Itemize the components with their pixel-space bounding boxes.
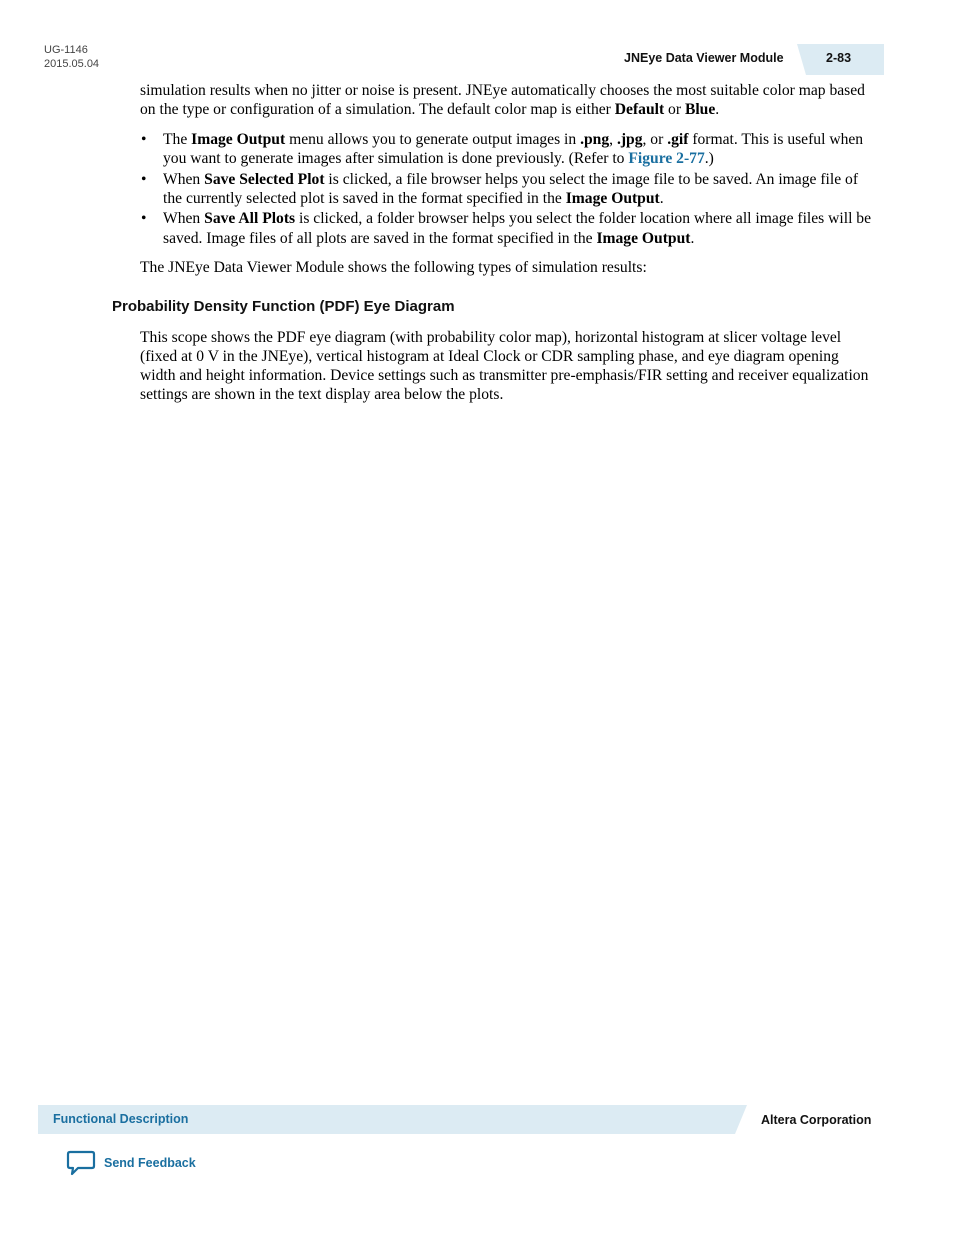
text-run: When bbox=[163, 170, 205, 188]
text-run: When bbox=[163, 210, 205, 228]
bold-term: Default bbox=[614, 101, 665, 119]
page-number: 2-83 bbox=[826, 51, 852, 65]
send-feedback-label: Send Feedback bbox=[104, 1156, 196, 1170]
paragraph-color-map bbox=[140, 81, 875, 120]
bold-term: .jpg bbox=[616, 130, 643, 148]
bold-term: Blue bbox=[684, 101, 716, 119]
bold-term: .gif bbox=[667, 130, 689, 148]
bullet-save-selected-plot bbox=[140, 170, 875, 209]
text-run: menu allows you to generate output images in bbox=[285, 130, 581, 148]
text-run: . bbox=[659, 190, 664, 208]
paragraph-pdf-eye-diagram: This scope shows the PDF eye diagram (with probability color map), horizontal histogram at slicer voltage level (fixed at 0 V in the JNEye), vertical histogram at Ideal Clock or CDR sampling phase, and eye diagram opening width and height information. Device settings such as transmitter pre-emphasis/FIR setting and receiver equalization settings are shown in the text display area below the plots. bbox=[140, 329, 869, 403]
text-run: format. This is useful when you want to generate images after simulation is done previously. (Refer to bbox=[163, 130, 864, 168]
paragraph-result-types: The JNEye Data Viewer Module shows the following types of simulation results: bbox=[140, 259, 647, 277]
speech-bubble-icon bbox=[66, 1150, 96, 1176]
text-run: The bbox=[163, 130, 192, 148]
document-id bbox=[44, 43, 99, 71]
bold-term: Save Selected Plot bbox=[204, 170, 325, 188]
doc-number: UG-1146 bbox=[44, 44, 88, 56]
text-run: . bbox=[715, 101, 720, 119]
bold-term: Save All Plots bbox=[204, 210, 296, 228]
section-heading: Probability Density Function (PDF) Eye Diagram bbox=[112, 298, 455, 315]
bullet-list bbox=[140, 130, 875, 248]
bold-term: .png bbox=[580, 130, 610, 148]
body-content bbox=[140, 81, 875, 278]
running-title: JNEye Data Viewer Module bbox=[624, 51, 784, 65]
text-run: , bbox=[609, 130, 617, 148]
text-run: or bbox=[664, 101, 685, 119]
bold-term: Image Output bbox=[191, 130, 286, 148]
footer-company: Altera Corporation bbox=[761, 1113, 872, 1127]
text-run: simulation results when no jitter or noise is present. JNEye automatically chooses the most suitable color map based on the type or configuration of a simulation. The default color map is either bbox=[140, 82, 865, 119]
text-run: , or bbox=[642, 130, 668, 148]
doc-date: 2015.05.04 bbox=[44, 58, 100, 70]
text-run: is clicked, a folder browser helps you select the folder location where all image files will be saved. Image files of all plots are saved in the format specified in the bbox=[163, 210, 872, 247]
send-feedback-link[interactable] bbox=[66, 1150, 196, 1176]
text-run: . bbox=[690, 229, 695, 247]
bold-term: Image Output bbox=[565, 190, 660, 208]
bold-term: Image Output bbox=[596, 229, 691, 247]
figure-link[interactable]: Figure 2-77 bbox=[628, 150, 705, 168]
text-run: .) bbox=[704, 150, 714, 168]
bullet-save-all-plots bbox=[140, 209, 875, 248]
bullet-image-output bbox=[140, 130, 875, 169]
text-run: is clicked, a file browser helps you select the image file to be saved. An image file of the currently selected plot is saved in the format specified in the bbox=[163, 170, 859, 208]
footer-section-link[interactable]: Functional Description bbox=[53, 1112, 189, 1126]
